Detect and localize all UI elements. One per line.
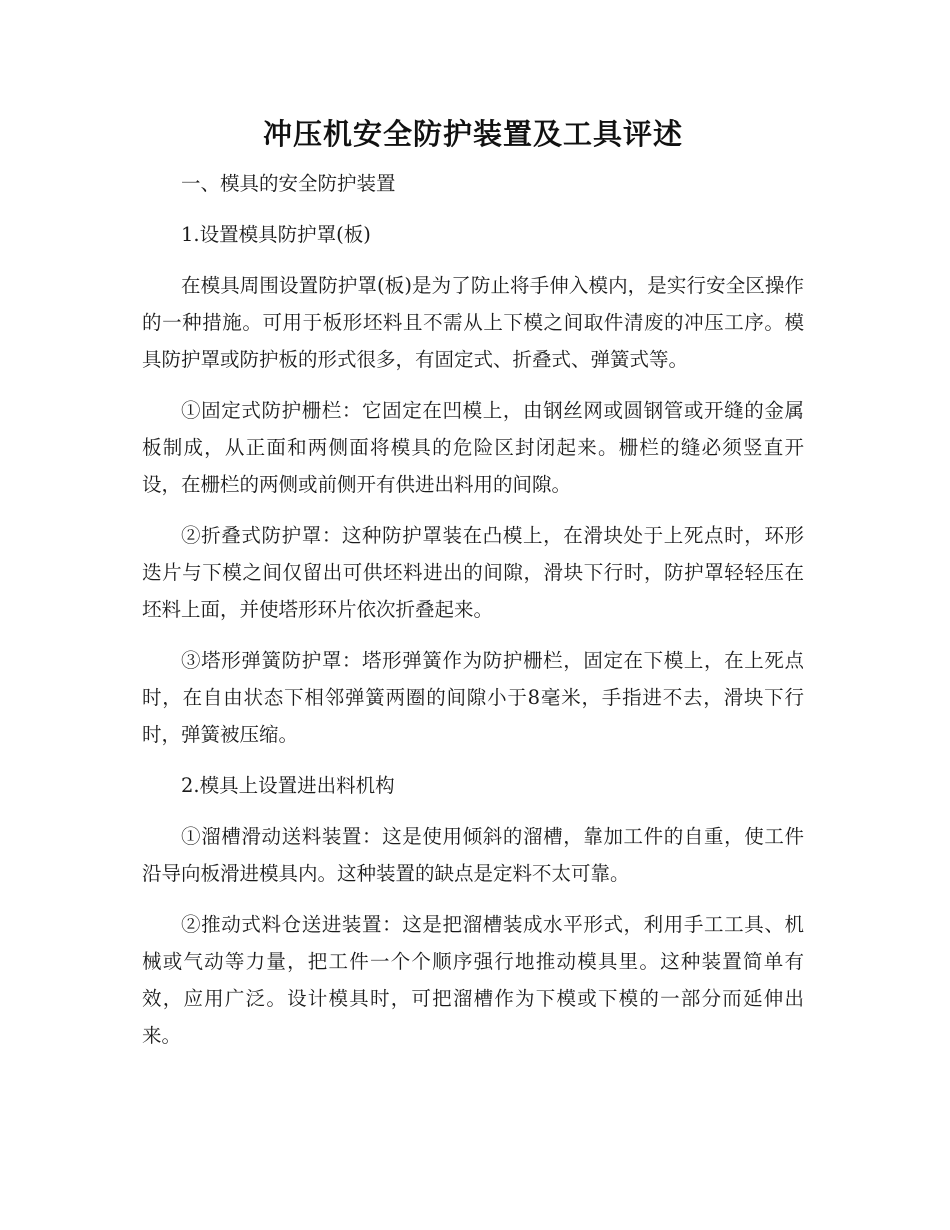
- subsection-heading-2: 2.模具上设置进出料机构: [181, 774, 395, 797]
- paragraph-intro: 在模具周围设置防护罩(板)是为了防止将手伸入模内，是实行安全区操作的一种措施。可用于板形坯料且不需从上下模之间取件清废的冲压工序。模具防护罩或防护板的形式很多，有固定式、折叠式、弹簧式等。: [142, 274, 804, 371]
- spacer: [142, 628, 804, 642]
- spacer: [142, 804, 804, 818]
- document-title: 冲压机安全防护装置及工具评述: [262, 117, 683, 151]
- subsection-heading-1: 1.设置模具防护罩(板): [181, 223, 371, 246]
- spacer: [142, 202, 804, 216]
- paragraph-folding-guard: ②折叠式防护罩：这种防护罩装在凸模上，在滑块处于上死点时，环形迭片与下模之间仅留出可供坯料进出的间隙，滑块下行时，防护罩轻轻压在坯料上面，并使塔形环片依次折叠起来。: [142, 524, 804, 621]
- spacer: [142, 253, 804, 267]
- spacer: [142, 503, 804, 517]
- paragraph-fixed-guard: ①固定式防护栅栏：它固定在凹模上，由钢丝网或圆钢管或开缝的金属板制成，从正面和两侧面将模具的危险区封闭起来。栅栏的缝必须竖直开设，在栅栏的两侧或前侧开有供进出料用的间隙。: [142, 399, 804, 496]
- spacer: [142, 378, 804, 392]
- section-heading-1: 一、模具的安全防护装置: [181, 172, 396, 195]
- spacer: [142, 753, 804, 767]
- paragraph-push-feeder: ②推动式料仓送进装置：这是把溜槽装成水平形式，利用手工工具、机械或气动等力量，把工件一个个顺序强行地推动模具里。这种装置简单有效，应用广泛。设计模具时，可把溜槽作为下模或下模的一部分而延伸出来。: [142, 913, 804, 1047]
- document-body: [142, 112, 804, 1054]
- spacer: [142, 892, 804, 906]
- spacer: [142, 156, 804, 165]
- paragraph-chute-feeder: ①溜槽滑动送料装置：这是使用倾斜的溜槽，靠加工件的自重，使工件沿导向板滑进模具内。这种装置的缺点是定料不太可靠。: [142, 825, 804, 885]
- paragraph-spring-guard: ③塔形弹簧防护罩：塔形弹簧作为防护栅栏，固定在下模上，在上死点时，在自由状态下相邻弹簧两圈的间隙小于8毫米，手指进不去，滑块下行时，弹簧被压缩。: [142, 649, 804, 746]
